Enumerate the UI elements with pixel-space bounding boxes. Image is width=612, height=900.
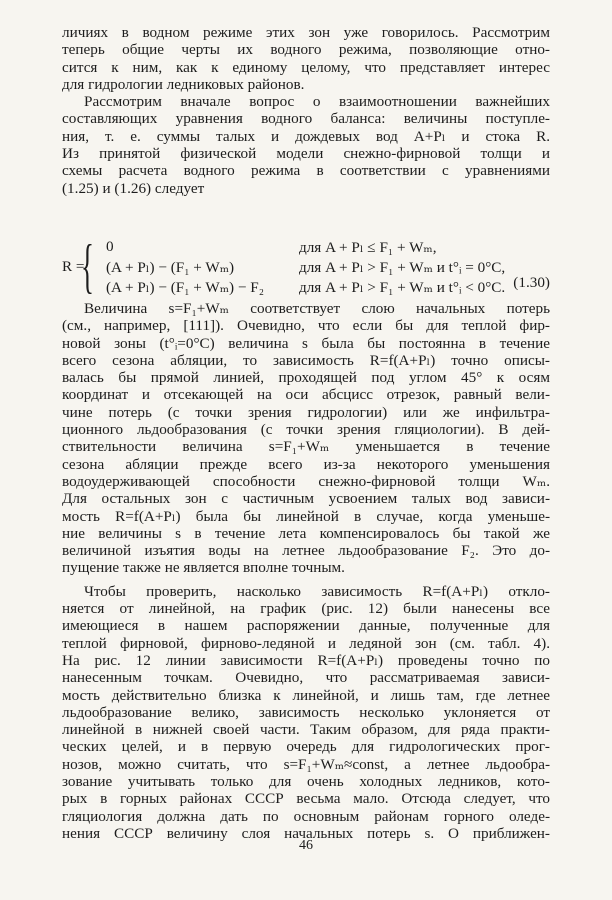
paragraph-3 [62,300,550,577]
text-line: сится к ним, как к единому целому, что представляет интерес [62,58,550,76]
text-line: теперь общие черты их водного режима, позволяющие отно- [62,41,550,59]
text-line: Рассмотрим вначале вопрос о взаимоотношении важнейших [84,93,550,111]
text-line: схемы расчета водного режима в соответствии с уравнениями [62,162,550,180]
curly-brace-icon: { [81,233,94,299]
text-line: мость действительно близка к линейной, и лишь там, где летнее [62,686,550,704]
text-line: (см., например, [111]). Очевидно, что если бы для теплой фир- [62,317,550,335]
text-line: пущение также не является вполне точным. [62,559,345,577]
paragraph-2 [62,93,550,197]
equation-lhs: R = [62,258,85,275]
text-line: (1.25) и (1.26) следует [62,179,205,197]
body-text-bottom [62,300,550,842]
equation-1-30 [62,233,550,300]
text-line: Из принятой физической модели снежно-фирновой толщи и [62,145,550,163]
paragraph-1 [62,24,550,93]
equation-case-cond: для A + Pₗ > F₁ + Wₘ и t°ᵢ < 0°C. [299,279,506,296]
text-line: мость R=f(A+Pₗ) была бы линейной в случае, когда уменьше- [62,507,550,525]
text-line: новой зоны (t°ᵢ=0°C) величина s была бы постоянна в течение [62,334,550,352]
text-line: всего сезона абляции, то зависимость R=f(A+Pₗ) точно описы- [62,351,550,369]
equation-case-expr: 0 [106,238,114,255]
text-line: сезона абляции прежде всего из-за некоторого уменьшения [62,455,550,473]
text-line: нозов, можно считать, что s=F₁+Wₘ≈const, а летнее льдообра- [62,755,550,773]
text-line: гляциология должна дать по основным районам горного оледе- [62,807,550,825]
paragraph-4 [62,583,550,842]
body-text-top [62,24,550,197]
text-line: ния, т. е. суммы талых и дождевых вод A+Pₗ и стока R. [62,127,550,145]
text-line: нанесенным точкам. Очевидно, что рассматриваемая зависи- [62,669,550,687]
equation-case-cond: для A + Pₗ > F₁ + Wₘ и t°ᵢ = 0°C, [299,259,506,276]
equation-case-expr: (A + Pₗ) − (F₁ + Wₘ) [106,259,235,276]
text-line: ние величины s в течение лета компенсировалось бы такой же [62,524,550,542]
text-line: для гидрологии ледниковых районов. [62,75,305,93]
text-line: На рис. 12 линии зависимости R=f(A+Pₗ) проведены точно по [62,651,550,669]
text-line: валась бы прямой линией, проходящей под углом 45° к осям [62,369,550,387]
text-line: няется от линейной, на график (рис. 12) были нанесены все [62,600,550,618]
text-line: Для остальных зон с частичным усвоением талых вод зависи- [62,490,550,508]
text-line: теплой фирновой, фирново-ледяной и ледяной зон (см. табл. 4). [62,634,550,652]
text-line: Величина s=F₁+Wₘ соответствует слою начальных потерь [84,300,550,317]
text-line: ствительности величина s=F₁+Wₘ уменьшается в течение [62,438,550,456]
text-line: составляющих уравнения водного баланса: величины поступле- [62,110,550,128]
text-line: координат и отсекающей на оси абсцисс отрезок, равный вели- [62,386,550,404]
equation-case-cond: для A + Pₗ ≤ F₁ + Wₘ, [299,239,437,256]
equation-number: (1.30) [513,274,550,291]
text-line: линейной в нижней своей части. Таким образом, для ряда практи- [62,721,550,739]
text-line: чине потерь (с точки зрения гидрологии) или же инфильтра- [62,403,550,421]
equation-case-expr: (A + Pₗ) − (F₁ + Wₘ) − F₂ [106,279,264,296]
text-line: рых в горных районах СССР весьма мало. Отсюда следует, что [62,790,550,808]
text-line: льдообразование велико, зависимость несколько уклоняется от [62,703,550,721]
text-line: нения СССР величину слоя начальных потерь s. О приближен- [62,824,550,842]
text-line: зование учитывать только для очень холодных ледников, кото- [62,773,550,791]
text-line: водоудерживающей способности снежно-фирновой толщи Wₘ. [62,472,550,490]
page-number: 46 [299,838,313,853]
text-line: Чтобы проверить, насколько зависимость R=f(A+Pₗ) откло- [84,582,550,600]
text-line: имеющиеся в нашем распоряжении данные, полученные для [62,617,550,635]
text-line: ческих целей, и в первую очередь для гидрологических прог- [62,738,550,756]
text-line: личиях в водном режиме этих зон уже говорилось. Рассмотрим [62,24,550,41]
text-line: ционного льдообразования (с точки зрения гляциологии). В дей- [62,421,550,439]
text-line: величиной изъятия воды на летнее льдообразование F₂. Это до- [62,542,550,560]
